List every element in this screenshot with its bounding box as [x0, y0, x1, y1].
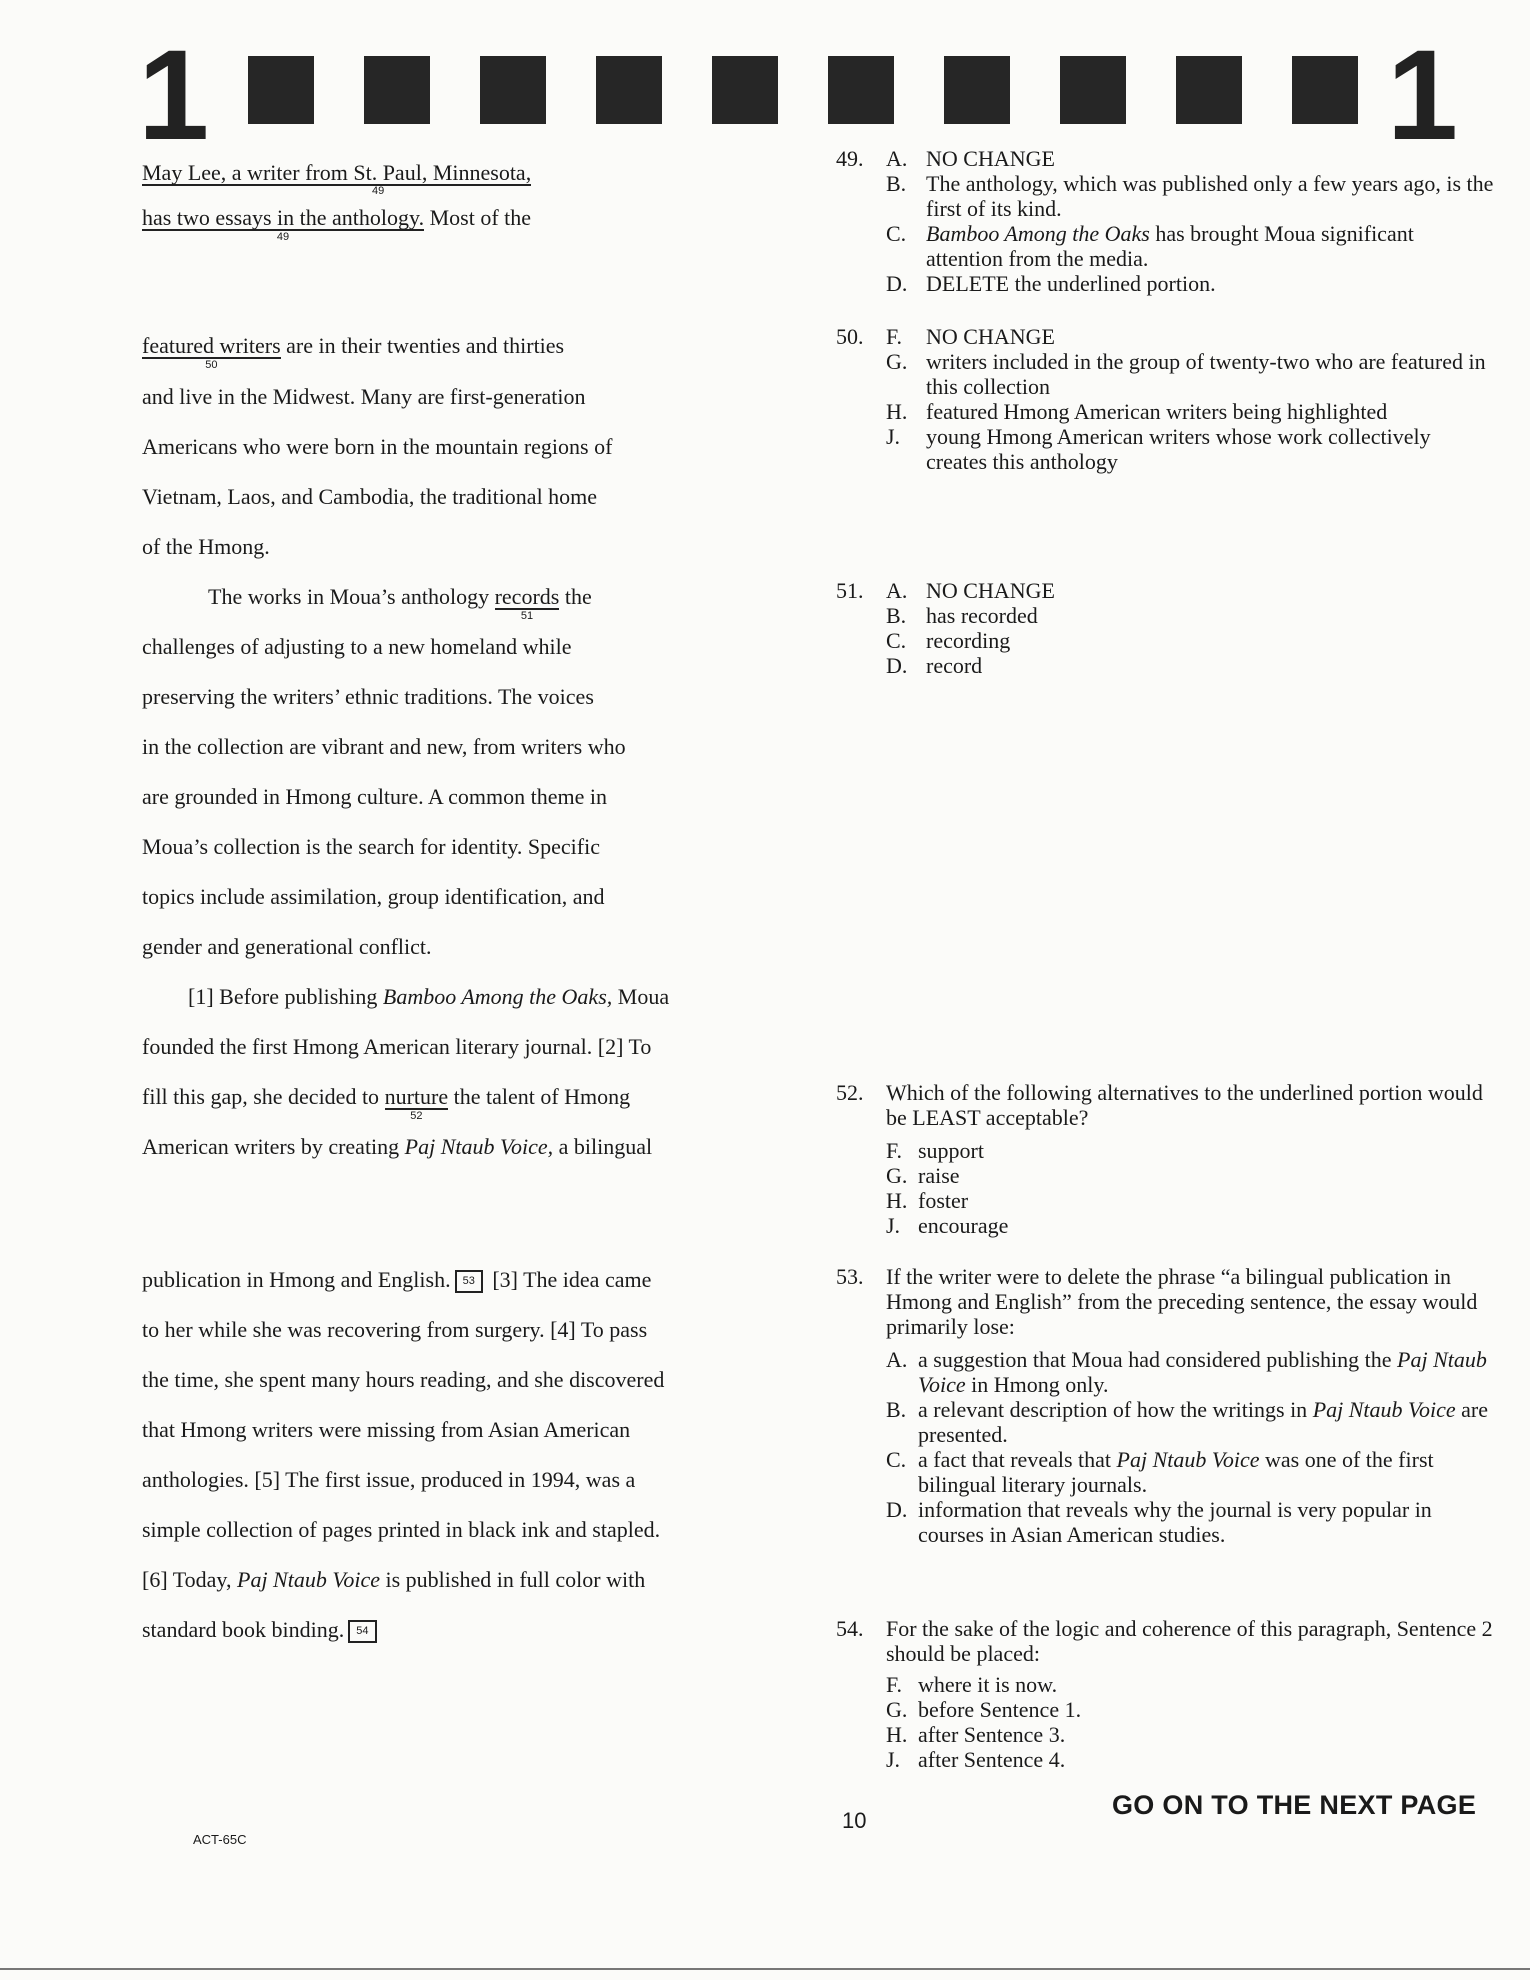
answer-option[interactable]: B. The anthology, which was published only a few years ago, is the first of its kind.: [886, 171, 1494, 221]
answer-option[interactable]: A. NO CHANGE: [886, 578, 1055, 603]
header-block: [1060, 56, 1126, 124]
answer-option[interactable]: G. writers included in the group of twenty-two who are featured in this collection: [886, 349, 1486, 399]
question-ref-50: 50: [205, 359, 218, 371]
passage-line: to her while she was recovering from surgery. [4] To pass: [142, 1317, 648, 1342]
header-blocks: [248, 56, 1358, 136]
answer-option[interactable]: G. raise: [886, 1163, 960, 1188]
question-52: [836, 1080, 1496, 1238]
passage-line: and live in the Midwest. Many are first-generation: [142, 384, 586, 409]
passage-line: challenges of adjusting to a new homeland while: [142, 634, 572, 659]
question-ref-51: 51: [520, 610, 534, 622]
question-number: 54.: [836, 1616, 864, 1641]
question-ref-49: 49: [276, 231, 290, 243]
passage-line: founded the first Hmong American literary journal. [2] To: [142, 1034, 652, 1059]
question-50: [836, 324, 1496, 474]
underlined-portion-49: May Lee, a writer from St. Paul, Minnesota,: [142, 160, 532, 185]
section-number-right: 1: [1386, 24, 1458, 167]
passage-line: simple collection of pages printed in black ink and stapled.: [142, 1517, 661, 1542]
passage-line: in the collection are vibrant and new, from writers who: [142, 734, 626, 759]
answer-option[interactable]: J. young Hmong American writers whose work collectively creates this anthology: [886, 424, 1431, 474]
answer-option[interactable]: D. information that reveals why the journal is very popular in courses in Asian American studies.: [886, 1497, 1432, 1547]
answer-option[interactable]: G. before Sentence 1.: [886, 1697, 1082, 1722]
answer-option[interactable]: A. a suggestion that Moua had considered publishing the Paj Ntaub Voice in Hmong only.: [886, 1347, 1487, 1397]
passage-line: gender and generational conflict.: [142, 934, 432, 959]
passage-line: standard book binding. 54: [142, 1617, 381, 1643]
header-block: [712, 56, 778, 124]
question-number: 53.: [836, 1264, 864, 1289]
answer-option[interactable]: H. after Sentence 3.: [886, 1722, 1066, 1747]
passage-line: Vietnam, Laos, and Cambodia, the traditional home: [142, 484, 598, 509]
answer-option[interactable]: H. foster: [886, 1188, 969, 1213]
go-on-next-page: GO ON TO THE NEXT PAGE: [1112, 1790, 1477, 1820]
answer-option[interactable]: B. has recorded: [886, 603, 1038, 628]
passage-line: American writers by creating Paj Ntaub Voice, a bilingual: [142, 1134, 653, 1159]
question-49: [836, 146, 1496, 296]
section-number-left: 1: [138, 24, 210, 167]
answer-option[interactable]: C. Bamboo Among the Oaks has brought Moua significant attention from the media.: [886, 221, 1414, 271]
header-block: [248, 56, 314, 124]
answer-option[interactable]: F. support: [886, 1138, 984, 1163]
underlined-portion-50: featured writers 50: [142, 333, 281, 371]
question-box-53[interactable]: 53: [455, 1270, 483, 1293]
underlined-portion-49: has two essays in the anthology. 49: [142, 205, 425, 243]
question-box-54[interactable]: 54: [348, 1620, 376, 1643]
passage-line: of the Hmong.: [142, 534, 270, 559]
question-stem: Which of the following alternatives to the underlined portion would be LEAST acceptable?: [886, 1080, 1483, 1130]
header-block: [480, 56, 546, 124]
question-number: 52.: [836, 1080, 864, 1105]
passage-line: that Hmong writers were missing from Asian American: [142, 1417, 631, 1442]
passage-line: anthologies. [5] The first issue, produced in 1994, was a: [142, 1467, 636, 1492]
question-number: 50.: [836, 324, 864, 349]
question-ref-49: 49: [372, 185, 385, 197]
passage-line: are grounded in Hmong culture. A common theme in: [142, 784, 607, 809]
passage-line: fill this gap, she decided to nurture 52 the talent of Hmong: [142, 1084, 631, 1122]
question-ref-52: 52: [410, 1110, 423, 1122]
question-number: 51.: [836, 578, 864, 603]
page-edge-rule: [0, 1968, 1530, 1970]
page-number: 10: [842, 1808, 867, 1833]
question-stem: For the sake of the logic and coherence of this paragraph, Sentence 2 should be placed:: [886, 1616, 1493, 1666]
passage-line: The works in Moua’s anthology records 51 the: [208, 584, 592, 622]
answer-option[interactable]: D. DELETE the underlined portion.: [886, 271, 1216, 296]
answer-option[interactable]: B. a relevant description of how the writings in Paj Ntaub Voice are presented.: [886, 1397, 1489, 1447]
passage-line: [142, 160, 531, 186]
question-54: [836, 1616, 1496, 1772]
underlined-portion-52: nurture 52: [384, 1084, 449, 1122]
answer-option[interactable]: F. NO CHANGE: [886, 324, 1055, 349]
question-53: [836, 1264, 1496, 1547]
answer-option[interactable]: J. after Sentence 4.: [886, 1747, 1066, 1772]
answer-option[interactable]: C. recording: [886, 628, 1011, 653]
passage-line: Americans who were born in the mountain regions of: [142, 434, 613, 459]
header-block: [944, 56, 1010, 124]
header-block: [1292, 56, 1358, 124]
answer-option[interactable]: D. record: [886, 653, 983, 678]
passage-line: has two essays in the anthology. 49 Most of the: [142, 205, 532, 243]
answer-option[interactable]: C. a fact that reveals that Paj Ntaub Voice was one of the first bilingual literary journals.: [886, 1447, 1434, 1497]
header-block: [364, 56, 430, 124]
answer-option[interactable]: A. NO CHANGE: [886, 146, 1055, 171]
passage-line: the time, she spent many hours reading, and she discovered: [142, 1367, 665, 1392]
form-code: ACT-65C: [193, 1832, 247, 1847]
question-stem: If the writer were to delete the phrase “a bilingual publication in Hmong and English” from the preceding sentence, the essay would primarily lose:: [886, 1264, 1478, 1339]
question-51: [836, 578, 1496, 678]
question-number: 49.: [836, 146, 864, 171]
header-block: [596, 56, 662, 124]
passage-line: publication in Hmong and English. 53 [3] The idea came: [142, 1267, 652, 1292]
passage-line: [6] Today, Paj Ntaub Voice is published in full color with: [142, 1567, 646, 1592]
passage-line: [1] Before publishing Bamboo Among the Oaks, Moua: [188, 984, 670, 1009]
passage-line: preserving the writers’ ethnic traditions. The voices: [142, 684, 594, 709]
answer-option[interactable]: H. featured Hmong American writers being highlighted: [886, 399, 1388, 424]
answer-option[interactable]: F. where it is now.: [886, 1672, 1058, 1697]
passage-line: topics include assimilation, group identification, and: [142, 884, 605, 909]
underlined-portion-51: records 51: [494, 584, 560, 622]
header-block: [828, 56, 894, 124]
answer-option[interactable]: J. encourage: [886, 1213, 1009, 1238]
header-block: [1176, 56, 1242, 124]
passage-line: Moua’s collection is the search for identity. Specific: [142, 834, 600, 859]
passage-line: featured writers 50 are in their twenties and thirties: [142, 333, 565, 371]
